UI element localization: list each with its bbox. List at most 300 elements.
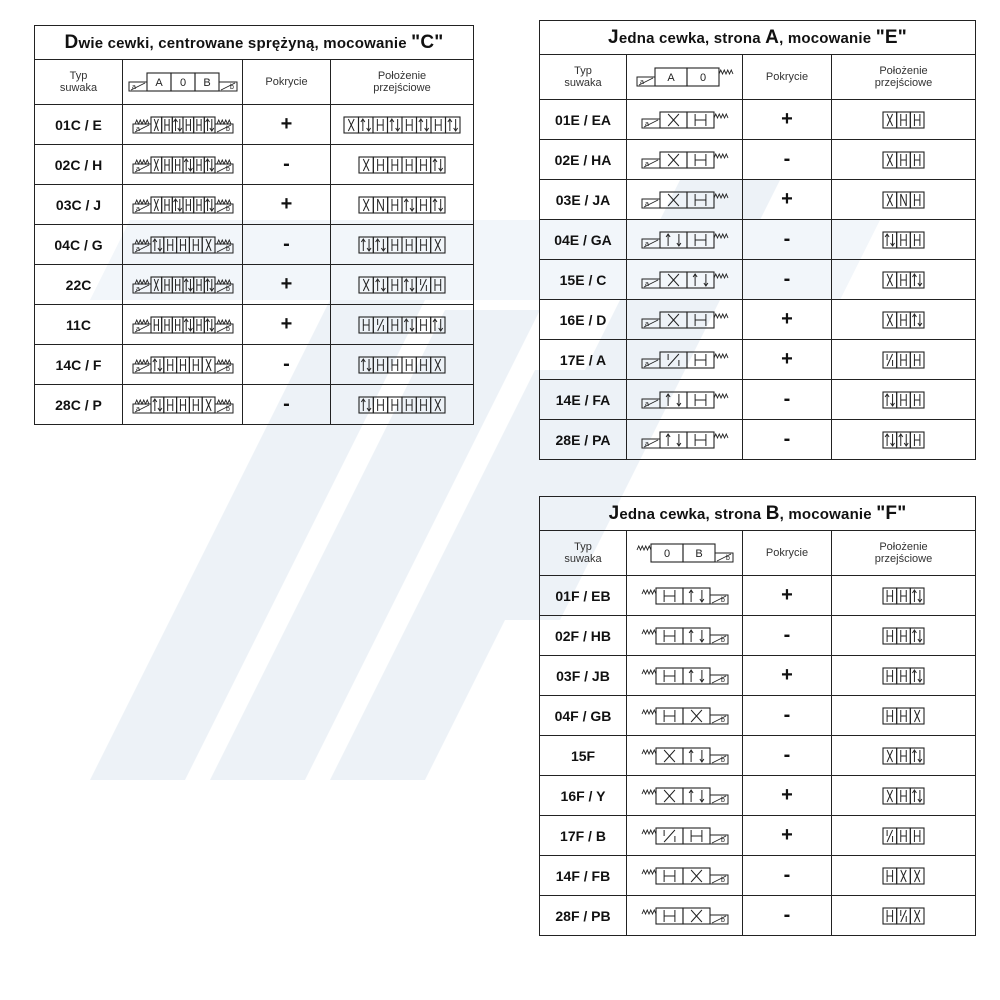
- overlap-sign: +: [743, 656, 832, 696]
- valve-box-h: [897, 312, 911, 328]
- valve-box-x: [910, 868, 924, 884]
- spring-icon: [642, 790, 656, 794]
- valve-box-h: [161, 157, 172, 173]
- header-typ: Typ suwaka: [35, 60, 123, 105]
- valve-box-h: [176, 357, 189, 373]
- valve-box-t: [431, 197, 445, 213]
- valve-box-t: [431, 317, 445, 333]
- valve-symbol-cell: [123, 305, 243, 345]
- transition-symbol-icon: [881, 230, 926, 250]
- valve-symbol-cell: [627, 696, 743, 736]
- transition-symbol-icon: [881, 626, 926, 646]
- spring-icon: [217, 120, 231, 124]
- svg-text:a: a: [135, 245, 140, 253]
- spool-code: 28F / PB: [540, 896, 627, 936]
- transition-symbol-icon: [357, 355, 447, 375]
- solenoid-coil-icon: [715, 553, 733, 562]
- valve-box-h: [656, 868, 683, 884]
- solenoid-coil-icon: [710, 595, 728, 604]
- transition-symbol-cell: [832, 656, 976, 696]
- valve-box-t: [402, 197, 416, 213]
- position-label: 0: [179, 77, 186, 89]
- solenoid-coil-icon: [215, 324, 233, 333]
- spring-icon: [135, 200, 149, 204]
- table-row: [540, 380, 976, 420]
- valve-box-t: [183, 157, 194, 173]
- valve-box-h: [897, 588, 911, 604]
- table-row: [540, 816, 976, 856]
- table-row: [540, 616, 976, 656]
- solenoid-coil-icon: [215, 284, 233, 293]
- spool-code: 15E / C: [540, 260, 627, 300]
- valve-box-h: [402, 157, 416, 173]
- valve-box-h: [416, 157, 430, 173]
- valve-box-h: [656, 588, 683, 604]
- transition-symbol-cell: [331, 265, 474, 305]
- spring-icon: [135, 280, 149, 284]
- valve-box-h: [897, 152, 911, 168]
- spring-icon: [642, 910, 656, 914]
- svg-text:b: b: [225, 165, 230, 173]
- transition-symbol-icon: [881, 310, 926, 330]
- position-label: A: [154, 77, 163, 89]
- valve-box-h: [910, 352, 924, 368]
- svg-text:a: a: [135, 365, 140, 373]
- solenoid-coil-icon: [710, 835, 728, 844]
- header-typ: Typ suwaka: [540, 55, 627, 100]
- valve-box-h: [402, 357, 416, 373]
- transition-symbol-cell: [331, 345, 474, 385]
- svg-text:b: b: [720, 716, 725, 724]
- valve-box-t: [151, 237, 164, 253]
- overlap-sign: -: [743, 856, 832, 896]
- spool-code: 04F / GB: [540, 696, 627, 736]
- solenoid-coil-icon: [642, 399, 660, 408]
- valve-box-t: [359, 397, 373, 413]
- transition-symbol-cell: [832, 180, 976, 220]
- svg-text:b: b: [225, 125, 230, 133]
- valve-symbol-icon: [131, 273, 235, 297]
- svg-text:b: b: [720, 636, 725, 644]
- svg-text:a: a: [135, 285, 140, 293]
- valve-box-t: [402, 277, 416, 293]
- header-typ: Typ suwaka: [540, 531, 627, 576]
- valve-box-n: [897, 192, 911, 208]
- valve-box-t: [660, 232, 687, 248]
- valve-symbol-cell: [123, 345, 243, 385]
- spool-code: 01F / EB: [540, 576, 627, 616]
- transition-symbol-cell: [832, 260, 976, 300]
- svg-text:a: a: [135, 125, 140, 133]
- header-pokrycie: Pokrycie: [243, 60, 331, 105]
- valve-box-t: [204, 157, 215, 173]
- overlap-sign: -: [743, 260, 832, 300]
- spring-icon: [135, 320, 149, 324]
- overlap-sign: +: [743, 100, 832, 140]
- transition-symbol-icon: [881, 706, 926, 726]
- valve-symbol-icon: [640, 388, 730, 412]
- valve-box-h: [183, 117, 194, 133]
- svg-text:b: b: [225, 285, 230, 293]
- transition-symbol-icon: [881, 430, 926, 450]
- valve-symbol-cell: [627, 420, 743, 460]
- solenoid-coil-icon: [129, 82, 147, 91]
- valve-box-h: [172, 317, 183, 333]
- transition-symbol-icon: [881, 826, 926, 846]
- solenoid-coil-icon: [710, 635, 728, 644]
- svg-text:a: a: [135, 405, 140, 413]
- table-row: [35, 345, 474, 385]
- valve-box-t: [359, 117, 374, 133]
- solenoid-coil-icon: [710, 715, 728, 724]
- transition-symbol-cell: [832, 340, 976, 380]
- solenoid-coil-icon: [642, 239, 660, 248]
- spring-icon: [642, 670, 656, 674]
- valve-box-h: [161, 197, 172, 213]
- overlap-sign: -: [743, 220, 832, 260]
- position-label: B: [202, 77, 211, 89]
- valve-symbol-cell: [123, 105, 243, 145]
- transition-symbol-cell: [832, 776, 976, 816]
- valve-box-h: [163, 237, 176, 253]
- spool-code: 14E / FA: [540, 380, 627, 420]
- header-polozenie: Położenie przejściowe: [832, 55, 976, 100]
- valve-box-z: [416, 277, 430, 293]
- valve-symbol-cell: [123, 265, 243, 305]
- valve-box-h: [910, 232, 924, 248]
- svg-text:a: a: [644, 440, 649, 448]
- spring-icon: [642, 710, 656, 714]
- transition-symbol-icon: [881, 110, 926, 130]
- transition-symbol-icon: [357, 155, 447, 175]
- table-row: [540, 896, 976, 936]
- valve-box-x: [910, 908, 924, 924]
- spool-code: 28C / P: [35, 385, 123, 425]
- transition-symbol-icon: [881, 190, 926, 210]
- table-row: [35, 185, 474, 225]
- spring-icon: [642, 830, 656, 834]
- overlap-sign: +: [743, 300, 832, 340]
- svg-text:a: a: [644, 400, 649, 408]
- solenoid-coil-icon: [215, 164, 233, 173]
- valve-box-x: [359, 157, 373, 173]
- spring-icon: [642, 870, 656, 874]
- svg-text:b: b: [720, 756, 725, 764]
- valve-box-h: [176, 397, 189, 413]
- solenoid-coil-icon: [642, 199, 660, 208]
- solenoid-coil-icon: [133, 204, 151, 213]
- solenoid-coil-icon: [710, 755, 728, 764]
- overlap-sign: +: [743, 576, 832, 616]
- transition-symbol-cell: [331, 225, 474, 265]
- title-initial: D: [64, 31, 79, 53]
- valve-box-h: [388, 197, 402, 213]
- spring-icon: [217, 400, 231, 404]
- valve-box-h: [897, 748, 911, 764]
- valve-box-h: [193, 157, 204, 173]
- overlap-sign: -: [743, 420, 832, 460]
- valve-box-x: [883, 788, 897, 804]
- valve-box-h: [388, 317, 402, 333]
- svg-text:b: b: [225, 325, 230, 333]
- header-polozenie: Położenie przejściowe: [832, 531, 976, 576]
- valve-box-t: [172, 117, 183, 133]
- valve-box-x: [910, 708, 924, 724]
- table-row: [35, 105, 474, 145]
- transition-symbol-icon: [357, 195, 447, 215]
- transition-symbol-icon: [881, 786, 926, 806]
- valve-box-t: [683, 668, 710, 684]
- valve-box-x: [883, 272, 897, 288]
- spool-code: 04E / GA: [540, 220, 627, 260]
- spring-icon: [642, 750, 656, 754]
- svg-text:a: a: [135, 325, 140, 333]
- valve-box-t: [683, 788, 710, 804]
- spring-icon: [135, 400, 149, 404]
- valve-box-x: [202, 237, 215, 253]
- transition-symbol-icon: [881, 586, 926, 606]
- spool-code: 14C / F: [35, 345, 123, 385]
- svg-text:a: a: [644, 320, 649, 328]
- valve-box-z: [660, 352, 687, 368]
- transition-symbol-icon: [881, 666, 926, 686]
- valve-symbol-icon: [131, 233, 235, 257]
- valve-symbol-cell: [627, 100, 743, 140]
- svg-text:a: a: [644, 360, 649, 368]
- valve-box-t: [183, 277, 194, 293]
- valve-box-h: [193, 277, 204, 293]
- svg-text:b: b: [725, 555, 730, 562]
- header-pokrycie: Pokrycie: [743, 531, 832, 576]
- position-label: A: [666, 72, 675, 84]
- transition-symbol-cell: [832, 140, 976, 180]
- valve-box-h: [897, 788, 911, 804]
- valve-box-h: [897, 628, 911, 644]
- svg-text:a: a: [131, 84, 136, 91]
- valve-symbol-icon: [640, 704, 730, 728]
- spring-icon: [714, 114, 728, 118]
- table-row: [35, 225, 474, 265]
- valve-box-h: [402, 237, 416, 253]
- valve-box-h: [388, 357, 402, 373]
- spring-icon: [217, 320, 231, 324]
- table-row: [540, 140, 976, 180]
- valve-box-x: [660, 272, 687, 288]
- spool-code: 22C: [35, 265, 123, 305]
- spool-code: 03F / JB: [540, 656, 627, 696]
- table-row: [540, 100, 976, 140]
- valve-box-h: [683, 828, 710, 844]
- solenoid-coil-icon: [215, 364, 233, 373]
- valve-symbol-icon: [640, 348, 730, 372]
- valve-box-h: [910, 828, 924, 844]
- valve-box-t: [910, 272, 924, 288]
- table-row: [540, 300, 976, 340]
- transition-symbol-icon: [357, 275, 447, 295]
- transition-symbol-icon: [342, 115, 462, 135]
- valve-box-t: [910, 668, 924, 684]
- valve-box-x: [683, 708, 710, 724]
- overlap-sign: +: [243, 305, 331, 345]
- svg-text:a: a: [644, 160, 649, 168]
- valve-header-symbol-icon: [635, 540, 735, 566]
- position-label: B: [694, 548, 703, 560]
- valve-box-t: [683, 588, 710, 604]
- valve-box-x: [344, 117, 359, 133]
- transition-symbol-icon: [881, 746, 926, 766]
- spring-icon: [135, 160, 149, 164]
- spool-code: 17F / B: [540, 816, 627, 856]
- spool-code: 02C / H: [35, 145, 123, 185]
- valve-box-z: [883, 828, 897, 844]
- valve-box-h: [897, 828, 911, 844]
- valve-symbol-icon: [640, 228, 730, 252]
- solenoid-coil-icon: [637, 77, 655, 86]
- valve-box-h: [163, 357, 176, 373]
- solenoid-coil-icon: [215, 124, 233, 133]
- valve-box-h: [656, 628, 683, 644]
- transition-symbol-cell: [331, 105, 474, 145]
- valve-box-x: [151, 117, 162, 133]
- spring-icon: [719, 70, 733, 74]
- spool-code: 01E / EA: [540, 100, 627, 140]
- spool-code: 28E / PA: [540, 420, 627, 460]
- overlap-sign: -: [243, 225, 331, 265]
- spring-icon: [217, 360, 231, 364]
- valve-symbol-icon: [640, 904, 730, 928]
- table-row: [540, 696, 976, 736]
- table-single-coil-b-f: [539, 496, 976, 936]
- valve-box-t: [151, 397, 164, 413]
- transition-symbol-icon: [881, 150, 926, 170]
- valve-box-h: [656, 668, 683, 684]
- valve-box-h: [910, 392, 924, 408]
- valve-box-t: [204, 117, 215, 133]
- solenoid-coil-icon: [642, 359, 660, 368]
- valve-box-t: [910, 588, 924, 604]
- header-symbol: [627, 55, 743, 100]
- table-row: [540, 180, 976, 220]
- svg-text:b: b: [225, 365, 230, 373]
- spring-icon: [642, 590, 656, 594]
- valve-box-h: [883, 708, 897, 724]
- transition-symbol-icon: [357, 315, 447, 335]
- overlap-sign: -: [243, 145, 331, 185]
- svg-text:a: a: [135, 165, 140, 173]
- overlap-sign: -: [743, 616, 832, 656]
- spool-code: 17E / A: [540, 340, 627, 380]
- overlap-sign: +: [743, 776, 832, 816]
- svg-text:b: b: [720, 836, 725, 844]
- table-title: [35, 26, 474, 60]
- solenoid-coil-icon: [133, 324, 151, 333]
- valve-symbol-icon: [640, 664, 730, 688]
- valve-symbol-icon: [131, 193, 235, 217]
- svg-text:a: a: [644, 240, 649, 248]
- valve-box-h: [161, 317, 172, 333]
- valve-box-t: [204, 317, 215, 333]
- valve-box-x: [883, 152, 897, 168]
- valve-box-h: [402, 117, 417, 133]
- transition-symbol-cell: [331, 305, 474, 345]
- valve-box-x: [359, 197, 373, 213]
- spring-icon: [714, 354, 728, 358]
- overlap-sign: -: [743, 696, 832, 736]
- transition-symbol-icon: [881, 866, 926, 886]
- valve-box-x: [656, 788, 683, 804]
- table-row: [35, 145, 474, 185]
- valve-box-t: [204, 277, 215, 293]
- transition-symbol-cell: [832, 816, 976, 856]
- valve-box-h: [431, 277, 445, 293]
- valve-box-h: [883, 668, 897, 684]
- valve-box-h: [416, 397, 430, 413]
- valve-box-x: [656, 748, 683, 764]
- valve-box-h: [416, 197, 430, 213]
- valve-symbol-icon: [640, 308, 730, 332]
- valve-box-z: [373, 317, 387, 333]
- table-row: [35, 385, 474, 425]
- overlap-sign: -: [243, 345, 331, 385]
- valve-box-h: [687, 232, 714, 248]
- valve-symbol-icon: [131, 153, 235, 177]
- table-row: [540, 420, 976, 460]
- spool-code: 04C / G: [35, 225, 123, 265]
- valve-box-h: [176, 237, 189, 253]
- solenoid-coil-icon: [642, 119, 660, 128]
- valve-box-t: [910, 312, 924, 328]
- valve-box-h: [883, 628, 897, 644]
- valve-box-t: [204, 197, 215, 213]
- valve-symbol-icon: [131, 313, 235, 337]
- overlap-sign: +: [743, 340, 832, 380]
- table-row: [540, 656, 976, 696]
- valve-box-t: [388, 117, 403, 133]
- svg-text:b: b: [720, 676, 725, 684]
- valve-box-h: [416, 357, 430, 373]
- position-label: 0: [699, 72, 706, 84]
- spool-code: 01C / E: [35, 105, 123, 145]
- valve-box-x: [151, 277, 162, 293]
- spring-icon: [714, 154, 728, 158]
- valve-box-t: [417, 117, 432, 133]
- valve-box-h: [388, 397, 402, 413]
- transition-symbol-cell: [832, 220, 976, 260]
- solenoid-coil-icon: [710, 795, 728, 804]
- valve-box-t: [883, 392, 897, 408]
- valve-box-h: [388, 277, 402, 293]
- header-polozenie: Położenie przejściowe: [331, 60, 474, 105]
- valve-box-t: [151, 357, 164, 373]
- valve-box-t: [172, 197, 183, 213]
- solenoid-coil-icon: [215, 204, 233, 213]
- svg-text:b: b: [225, 405, 230, 413]
- spring-icon: [642, 630, 656, 634]
- valve-box-t: [883, 432, 897, 448]
- valve-symbol-cell: [627, 856, 743, 896]
- valve-box-h: [373, 117, 388, 133]
- spool-code: 02E / HA: [540, 140, 627, 180]
- spool-code: 16F / Y: [540, 776, 627, 816]
- transition-symbol-cell: [331, 385, 474, 425]
- valve-symbol-icon: [640, 188, 730, 212]
- spool-code: 03E / JA: [540, 180, 627, 220]
- valve-box-z: [656, 828, 683, 844]
- valve-symbol-cell: [627, 736, 743, 776]
- valve-box-x: [202, 357, 215, 373]
- valve-box-h: [416, 317, 430, 333]
- valve-box-t: [687, 272, 714, 288]
